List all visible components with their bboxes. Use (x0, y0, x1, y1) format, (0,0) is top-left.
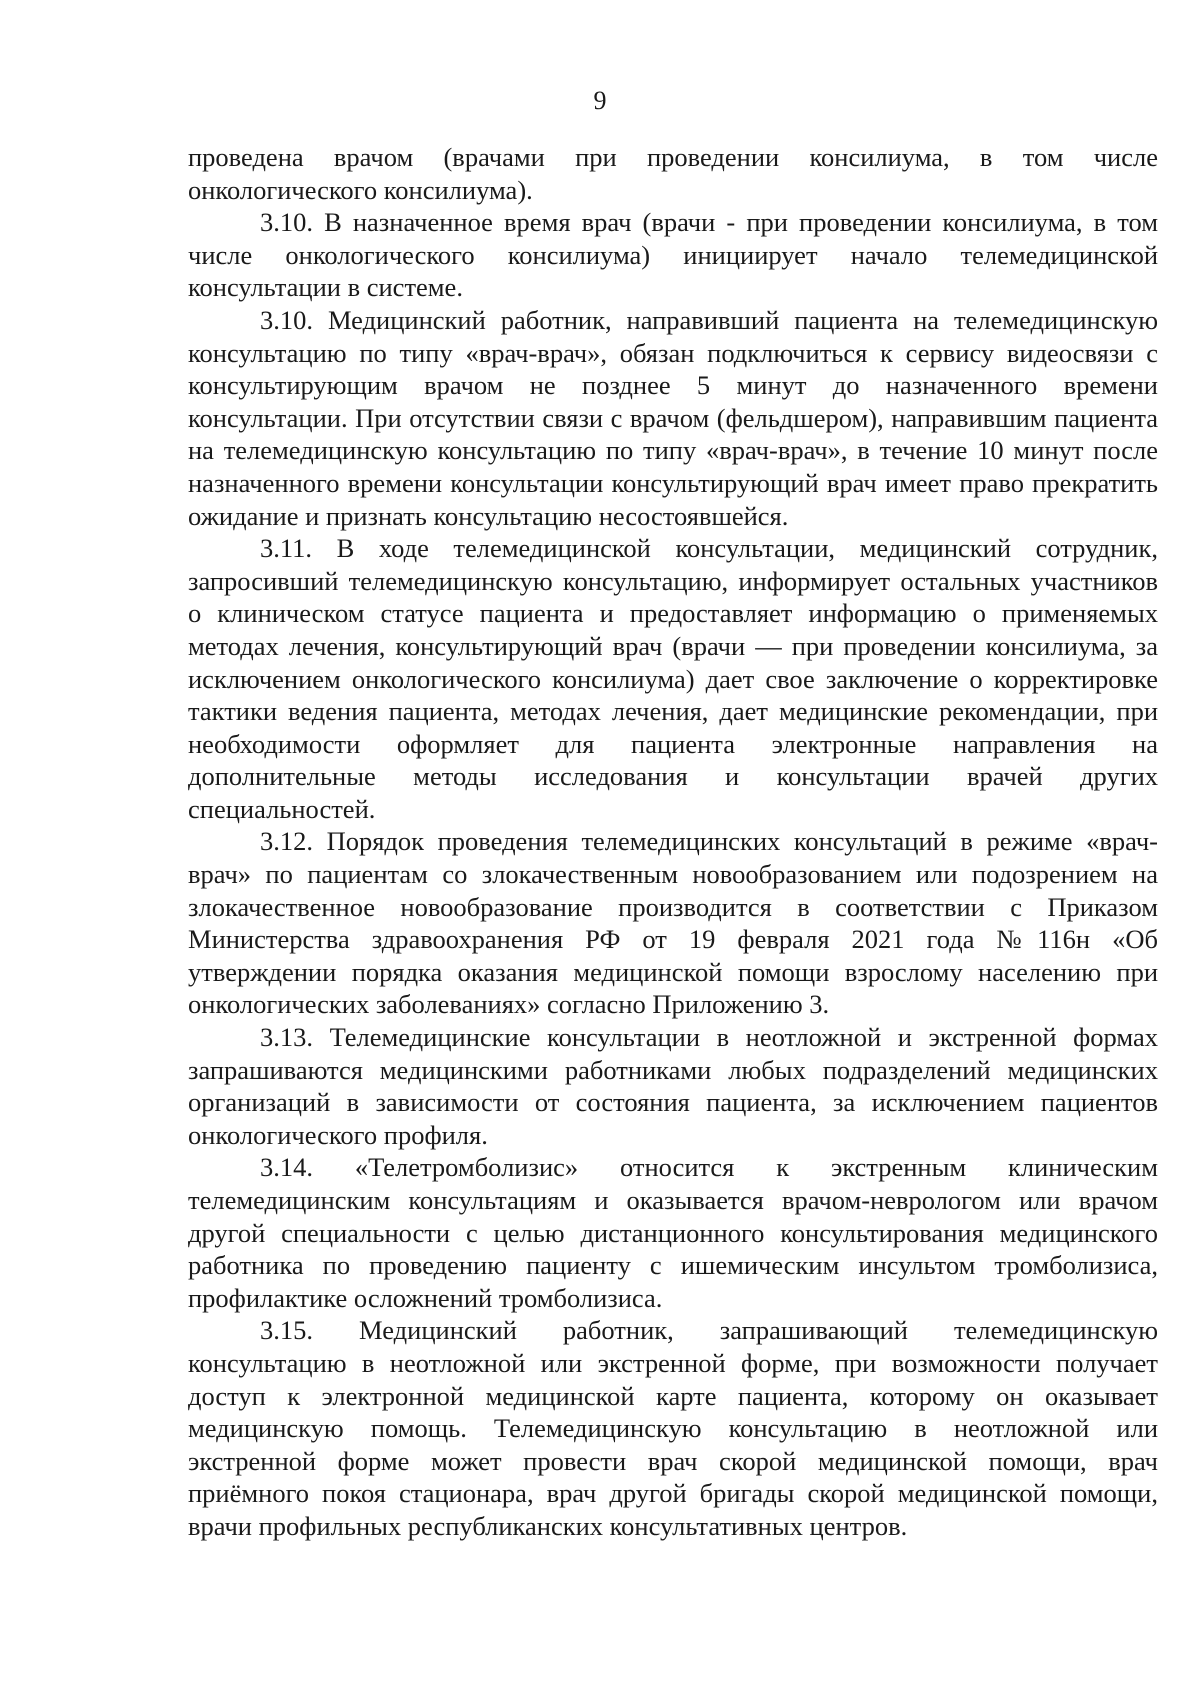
paragraph-continuation: проведена врачом (врачами при проведении консилиума, в том числе онкологического консилиума). (188, 142, 1158, 205)
paragraph-3-12: 3.12. Порядок проведения телемедицинских консультаций в режиме «врач-врач» по пациентам со злокачественным новообразованием или подозрением на злокачественное новообразование производится в соответствии с Приказом Министерства здравоохранения РФ от 19 февраля 2021 года №116н «Об утверждении порядка оказания медицинской помощи взрослому населению при онкологических заболеваниях» согласно Приложению 3. (188, 826, 1158, 1020)
paragraph-3-10-start: 3.10. В назначенное время врач (врачи - при проведении консилиума, в том числе онкологического консилиума) инициирует начало телемедицинской консультации в системе. (188, 207, 1158, 303)
page-number: 9 (593, 86, 607, 115)
paragraph-3-13: 3.13. Телемедицинские консультации в неотложной и экстренной формах запрашиваются медицинскими работниками любых подразделений медицинских организаций в зависимости от состояния пациента, за исключением пациентов онкологического профиля. (188, 1022, 1158, 1150)
paragraph-3-15: 3.15. Медицинский работник, запрашивающий телемедицинскую консультацию в неотложной или экстренной форме, при возможности получает доступ к электронной медицинской карте пациента, которому он оказывает медицинскую помощь. Телемедицинскую консультацию в неотложной или экстренной форме может провести врач скорой медицинской помощи, врач приёмного покоя стационара, врач другой бригады скорой медицинской помощи, врачи профильных республиканских консультативных центров. (188, 1315, 1158, 1541)
paragraph-3-10-connection: 3.10. Медицинский работник, направивший пациента на телемедицинскую консультацию по типу «врач-врач», обязан подключиться к сервису видеосвязи с консультирующим врачом не позднее 5 минут до назначенного времени консультации. При отсутствии связи с врачом (фельдшером), направившим пациента на телемедицинскую консультацию по типу «врач-врач», в течение 10 минут после назначенного времени консультации консультирующий врач имеет право прекратить ожидание и признать консультацию несостоявшейся. (188, 304, 1158, 531)
paragraph-3-14: 3.14. «Телетромболизис» относится к экстренным клиническим телемедицинским консультациям и оказывается врачом-неврологом или врачом другой специальности с целью дистанционного консультирования медицинского работника по проведению пациенту с ишемическим инсультом тромболизиса, профилактике осложнений тромболизиса. (188, 1152, 1158, 1313)
paragraph-3-11: 3.11. В ходе телемедицинской консультации, медицинский сотрудник, запросивший телемедицинскую консультацию, информирует остальных участников о клиническом статусе пациента и предоставляет информацию о применяемых методах лечения, консультирующий врач (врачи — при проведении консилиума, за исключением онкологического консилиума) дает свое заключение о корректировке тактики ведения пациента, методах лечения, дает медицинские рекомендации, при необходимости оформляет для пациента электронные направления на дополнительные методы исследования и консультации врачей других специальностей. (188, 533, 1158, 824)
document-body (188, 141, 1158, 1543)
